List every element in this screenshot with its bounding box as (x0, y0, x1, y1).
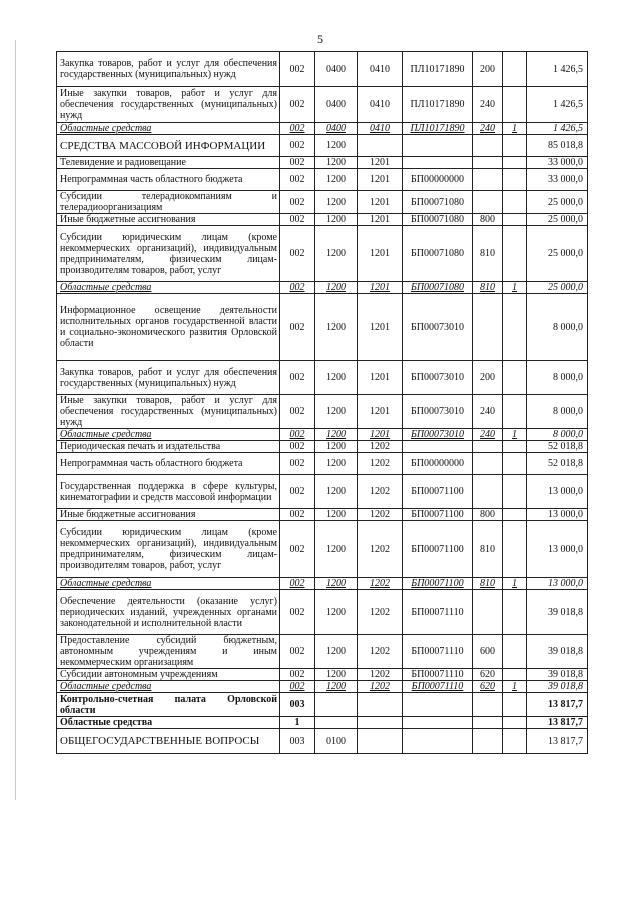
row-funding-source (503, 157, 527, 169)
row-grbs: 002 (280, 441, 315, 453)
row-target-article: БП00071110 (403, 590, 473, 635)
row-amount: 52 018,8 (527, 453, 588, 475)
row-amount: 25 000,0 (527, 214, 588, 226)
row-target-article: БП00000000 (403, 453, 473, 475)
row-target-article (403, 157, 473, 169)
row-subsection-code: 1202 (358, 669, 403, 681)
row-expense-type: 810 (473, 226, 503, 282)
table-row (57, 717, 588, 729)
row-name: Непрограммная часть областного бюджета (57, 453, 280, 475)
row-amount: 13 817,7 (527, 693, 588, 717)
table-row (57, 521, 588, 578)
row-target-article: БП00071100 (403, 521, 473, 578)
row-amount: 13 000,0 (527, 475, 588, 509)
row-expense-type (473, 191, 503, 214)
row-subsection-code (358, 729, 403, 754)
table-row (57, 635, 588, 669)
row-expense-type: 200 (473, 52, 503, 87)
row-subsection-code: 1202 (358, 521, 403, 578)
row-name: Государственная поддержка в сфере культуры, кинематографии и средств массовой информации (57, 475, 280, 509)
row-grbs: 002 (280, 169, 315, 191)
row-expense-type (473, 135, 503, 157)
row-subsection-code: 1201 (358, 191, 403, 214)
row-section-code: 1200 (315, 191, 358, 214)
row-grbs: 002 (280, 361, 315, 395)
row-amount: 8 000,0 (527, 361, 588, 395)
row-funding-source (503, 169, 527, 191)
row-target-article: ПЛ10171890 (403, 52, 473, 87)
row-amount: 1 426,5 (527, 87, 588, 123)
row-expense-type (473, 590, 503, 635)
row-subsection-code: 1202 (358, 441, 403, 453)
table-row (57, 590, 588, 635)
table-row (57, 509, 588, 521)
row-funding-source (503, 521, 527, 578)
row-grbs: 002 (280, 214, 315, 226)
scan-margin-line (15, 40, 16, 800)
row-amount: 25 000,0 (527, 282, 588, 294)
table-row (57, 294, 588, 361)
row-subsection-code: 1201 (358, 169, 403, 191)
row-subsection-code (358, 693, 403, 717)
row-section-code: 1200 (315, 226, 358, 282)
row-grbs: 002 (280, 521, 315, 578)
row-expense-type: 620 (473, 681, 503, 693)
row-subsection-code: 0410 (358, 123, 403, 135)
row-section-code: 0100 (315, 729, 358, 754)
row-amount: 25 000,0 (527, 226, 588, 282)
row-name: Иные закупки товаров, работ и услуг для обеспечения государственных (муниципальных) нужд (57, 87, 280, 123)
row-section-code: 1200 (315, 681, 358, 693)
row-target-article: БП00071080 (403, 214, 473, 226)
row-funding-source: 1 (503, 282, 527, 294)
row-target-article: ПЛ10171890 (403, 123, 473, 135)
table-row (57, 693, 588, 717)
row-subsection-code: 1202 (358, 635, 403, 669)
row-grbs: 002 (280, 453, 315, 475)
table-row (57, 395, 588, 429)
row-subsection-code: 1201 (358, 361, 403, 395)
row-section-code: 1200 (315, 169, 358, 191)
row-amount: 8 000,0 (527, 294, 588, 361)
row-grbs: 1 (280, 717, 315, 729)
row-grbs: 002 (280, 294, 315, 361)
row-target-article: БП00071080 (403, 226, 473, 282)
row-expense-type: 810 (473, 521, 503, 578)
row-amount: 13 817,7 (527, 717, 588, 729)
row-section-code: 1200 (315, 669, 358, 681)
table-row (57, 681, 588, 693)
row-target-article: ПЛ10171890 (403, 87, 473, 123)
row-funding-source (503, 135, 527, 157)
table-row (57, 453, 588, 475)
row-grbs: 002 (280, 157, 315, 169)
row-subsection-code (358, 717, 403, 729)
row-subsection-code (358, 135, 403, 157)
row-amount: 13 817,7 (527, 729, 588, 754)
row-amount: 1 426,5 (527, 52, 588, 87)
row-target-article: БП00071080 (403, 191, 473, 214)
row-name: Областные средства (57, 681, 280, 693)
row-name: Закупка товаров, работ и услуг для обеспечения государственных (муниципальных) нужд (57, 52, 280, 87)
row-funding-source (503, 191, 527, 214)
table-row (57, 135, 588, 157)
row-funding-source: 1 (503, 681, 527, 693)
row-section-code: 1200 (315, 395, 358, 429)
page-number: 5 (317, 32, 323, 46)
row-expense-type: 200 (473, 361, 503, 395)
row-name: Закупка товаров, работ и услуг для обеспечения государственных (муниципальных) нужд (57, 361, 280, 395)
row-expense-type (473, 453, 503, 475)
row-amount: 52 018,8 (527, 441, 588, 453)
row-grbs: 002 (280, 635, 315, 669)
row-name: Контрольно-счетная палата Орловской области (57, 693, 280, 717)
row-target-article: БП00071110 (403, 681, 473, 693)
row-name: Информационное освещение деятельности исполнительных органов государственной власти и социально-экономического развития Орловской области (57, 294, 280, 361)
row-funding-source (503, 441, 527, 453)
row-amount: 39 018,8 (527, 681, 588, 693)
row-funding-source (503, 395, 527, 429)
row-section-code: 1200 (315, 214, 358, 226)
row-target-article: БП00071100 (403, 475, 473, 509)
row-funding-source (503, 635, 527, 669)
row-grbs: 002 (280, 669, 315, 681)
row-target-article (403, 693, 473, 717)
row-grbs: 002 (280, 87, 315, 123)
row-grbs: 003 (280, 693, 315, 717)
row-grbs: 002 (280, 135, 315, 157)
row-section-code: 1200 (315, 590, 358, 635)
row-section-code: 0400 (315, 123, 358, 135)
row-expense-type: 800 (473, 509, 503, 521)
row-grbs: 002 (280, 590, 315, 635)
row-grbs: 002 (280, 191, 315, 214)
row-name: Предоставление субсидий бюджетным, автономным учреждениям и иным некоммерческим организациям (57, 635, 280, 669)
row-amount: 1 426,5 (527, 123, 588, 135)
row-expense-type (473, 441, 503, 453)
row-grbs: 002 (280, 282, 315, 294)
row-section-code: 1200 (315, 635, 358, 669)
row-section-code: 0400 (315, 87, 358, 123)
row-subsection-code: 1201 (358, 395, 403, 429)
row-funding-source (503, 294, 527, 361)
table-row (57, 52, 588, 87)
row-target-article: БП00073010 (403, 361, 473, 395)
row-section-code (315, 693, 358, 717)
row-grbs: 002 (280, 681, 315, 693)
row-target-article (403, 441, 473, 453)
row-subsection-code: 1201 (358, 282, 403, 294)
row-section-code: 1200 (315, 578, 358, 590)
row-subsection-code: 1202 (358, 509, 403, 521)
table-row (57, 282, 588, 294)
row-subsection-code: 0410 (358, 87, 403, 123)
row-subsection-code: 1201 (358, 226, 403, 282)
row-amount: 39 018,8 (527, 669, 588, 681)
row-name: Областные средства (57, 123, 280, 135)
row-amount: 8 000,0 (527, 395, 588, 429)
row-section-code: 1200 (315, 509, 358, 521)
row-subsection-code: 1202 (358, 453, 403, 475)
row-expense-type: 810 (473, 578, 503, 590)
row-name: Субсидии юридическим лицам (кроме некоммерческих организаций), индивидуальным предпринимателям, физическим лицам-производителям товаров, работ, услуг (57, 521, 280, 578)
row-grbs: 002 (280, 509, 315, 521)
row-section-code: 1200 (315, 521, 358, 578)
table-row (57, 669, 588, 681)
row-name: Телевидение и радиовещание (57, 157, 280, 169)
row-funding-source (503, 226, 527, 282)
row-expense-type (473, 294, 503, 361)
row-section-code: 1200 (315, 441, 358, 453)
row-target-article: БП00071110 (403, 635, 473, 669)
row-section-code: 1200 (315, 135, 358, 157)
row-expense-type (473, 475, 503, 509)
table-row (57, 87, 588, 123)
row-amount: 13 000,0 (527, 578, 588, 590)
row-funding-source: 1 (503, 123, 527, 135)
row-expense-type: 240 (473, 429, 503, 441)
table-row (57, 226, 588, 282)
row-target-article (403, 135, 473, 157)
table-row (57, 214, 588, 226)
row-target-article: БП00071100 (403, 509, 473, 521)
row-funding-source (503, 509, 527, 521)
row-section-code: 1200 (315, 453, 358, 475)
row-subsection-code: 1202 (358, 475, 403, 509)
table-row (57, 123, 588, 135)
table-row (57, 169, 588, 191)
row-section-code: 1200 (315, 294, 358, 361)
row-expense-type: 600 (473, 635, 503, 669)
row-funding-source (503, 361, 527, 395)
row-section-code: 1200 (315, 361, 358, 395)
row-subsection-code: 1201 (358, 294, 403, 361)
budget-table (56, 51, 588, 754)
row-subsection-code: 1201 (358, 429, 403, 441)
row-section-code: 1200 (315, 429, 358, 441)
row-target-article (403, 717, 473, 729)
row-grbs: 002 (280, 578, 315, 590)
row-target-article: БП00073010 (403, 294, 473, 361)
row-target-article: БП00073010 (403, 429, 473, 441)
row-amount: 39 018,8 (527, 590, 588, 635)
row-grbs: 002 (280, 395, 315, 429)
row-funding-source (503, 729, 527, 754)
row-expense-type (473, 717, 503, 729)
row-grbs: 002 (280, 226, 315, 282)
row-funding-source (503, 693, 527, 717)
row-amount: 85 018,8 (527, 135, 588, 157)
row-name: ОБЩЕГОСУДАРСТВЕННЫЕ ВОПРОСЫ (57, 729, 280, 754)
row-section-code: 1200 (315, 157, 358, 169)
row-section-code: 0400 (315, 52, 358, 87)
row-amount: 39 018,8 (527, 635, 588, 669)
row-name: Областные средства (57, 578, 280, 590)
row-target-article: БП00073010 (403, 395, 473, 429)
row-expense-type: 800 (473, 214, 503, 226)
row-target-article: БП00071080 (403, 282, 473, 294)
row-funding-source (503, 717, 527, 729)
row-expense-type: 240 (473, 87, 503, 123)
row-name: Субсидии автономным учреждениям (57, 669, 280, 681)
row-section-code: 1200 (315, 475, 358, 509)
row-amount: 33 000,0 (527, 169, 588, 191)
row-expense-type (473, 169, 503, 191)
row-target-article: БП00071100 (403, 578, 473, 590)
row-subsection-code: 1201 (358, 214, 403, 226)
row-name: Субсидии телерадиокомпаниям и телерадиоорганизациям (57, 191, 280, 214)
row-target-article (403, 729, 473, 754)
row-funding-source (503, 214, 527, 226)
table-row (57, 475, 588, 509)
row-grbs: 002 (280, 52, 315, 87)
row-subsection-code: 1201 (358, 157, 403, 169)
row-funding-source (503, 669, 527, 681)
row-subsection-code: 1202 (358, 590, 403, 635)
row-name: Иные закупки товаров, работ и услуг для обеспечения государственных (муниципальных) нужд (57, 395, 280, 429)
table-row (57, 729, 588, 754)
table-row (57, 191, 588, 214)
table-row (57, 157, 588, 169)
table-row (57, 578, 588, 590)
row-amount: 25 000,0 (527, 191, 588, 214)
row-expense-type: 810 (473, 282, 503, 294)
row-name: Областные средства (57, 429, 280, 441)
row-name: Непрограммная часть областного бюджета (57, 169, 280, 191)
row-grbs: 003 (280, 729, 315, 754)
row-amount: 8 000,0 (527, 429, 588, 441)
row-expense-type (473, 693, 503, 717)
row-funding-source: 1 (503, 578, 527, 590)
row-funding-source (503, 590, 527, 635)
row-amount: 13 000,0 (527, 509, 588, 521)
row-grbs: 002 (280, 475, 315, 509)
row-funding-source (503, 453, 527, 475)
row-name: СРЕДСТВА МАССОВОЙ ИНФОРМАЦИИ (57, 135, 280, 157)
row-name: Областные средства (57, 717, 280, 729)
row-subsection-code: 1202 (358, 578, 403, 590)
row-name: Иные бюджетные ассигнования (57, 509, 280, 521)
row-funding-source (503, 475, 527, 509)
table-row (57, 361, 588, 395)
row-expense-type: 240 (473, 123, 503, 135)
table-body (57, 52, 588, 754)
row-amount: 13 000,0 (527, 521, 588, 578)
row-name: Обеспечение деятельности (оказание услуг) периодических изданий, учрежденных органами законодательной и исполнительной власти (57, 590, 280, 635)
row-expense-type: 620 (473, 669, 503, 681)
row-subsection-code: 0410 (358, 52, 403, 87)
table-row (57, 441, 588, 453)
row-expense-type (473, 729, 503, 754)
row-section-code: 1200 (315, 282, 358, 294)
row-grbs: 002 (280, 123, 315, 135)
row-target-article: БП00071110 (403, 669, 473, 681)
row-name: Областные средства (57, 282, 280, 294)
row-funding-source (503, 52, 527, 87)
row-amount: 33 000,0 (527, 157, 588, 169)
table-row (57, 429, 588, 441)
row-expense-type (473, 157, 503, 169)
row-expense-type: 240 (473, 395, 503, 429)
row-grbs: 002 (280, 429, 315, 441)
row-name: Иные бюджетные ассигнования (57, 214, 280, 226)
row-name: Субсидии юридическим лицам (кроме некоммерческих организаций), индивидуальным предпринимателям, физическим лицам-производителям товаров, работ, услуг (57, 226, 280, 282)
row-name: Периодическая печать и издательства (57, 441, 280, 453)
row-subsection-code: 1202 (358, 681, 403, 693)
row-target-article: БП00000000 (403, 169, 473, 191)
row-section-code (315, 717, 358, 729)
row-funding-source (503, 87, 527, 123)
row-funding-source: 1 (503, 429, 527, 441)
